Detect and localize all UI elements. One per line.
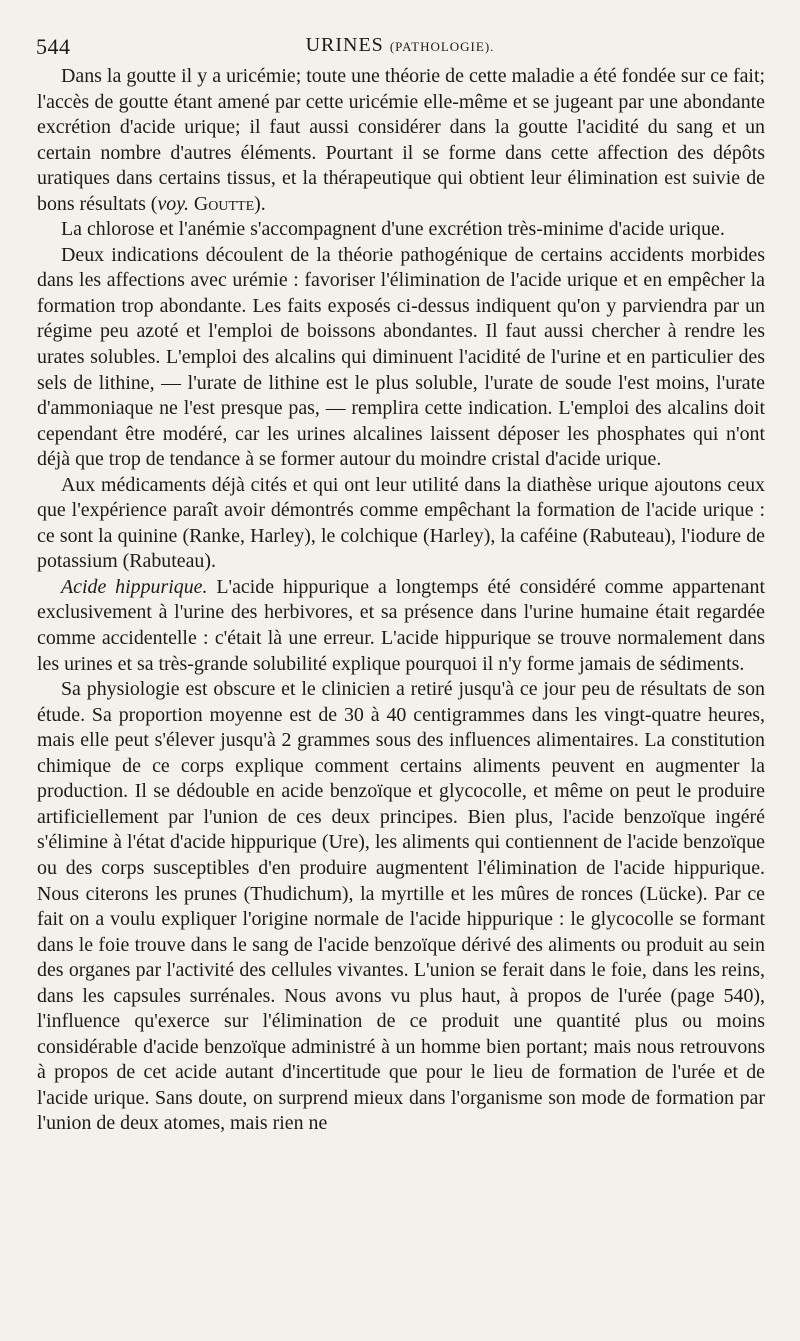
paragraph-acide-hippurique-text: L'acide hippurique a longtemps été considéré comme appartenant exclusivement à l'urine des herbivores, et sa présence dans l'urine humaine était regardée comme accidentelle : c'était là une erreur. L'acide hippurique se trouve normalement dans les urines et sa très-grande solubilité explique pourquoi il n'y forme jamais de sédiments. — [37, 575, 765, 675]
paragraph-gout — [37, 64, 765, 217]
running-subtitle: (PATHOLOGIE). — [389, 39, 495, 54]
body-text — [37, 64, 765, 1137]
voy-abbreviation: voy. — [157, 192, 189, 215]
cross-reference-goutte: Goutte — [193, 192, 255, 215]
paragraph-physiologie: Sa physiologie est obscure et le clinicien a retiré jusqu'à ce jour peu de résultats de son étude. Sa proportion moyenne est de 30 à 40 centigrammes dans les vingt-quatre heures, mais elle peut s'élever jusqu'à 2 grammes sous des influences alimentaires. La constitution chimique de ce corps explique comment certains aliments peuvent en augmenter la production. Il se dédouble en acide benzoïque et glycocolle, et même on peut le produire artificiellement par l'union de ces deux principes. Bien plus, l'acide benzoïque ingéré s'élimine à l'état d'acide hippurique (Ure), les aliments qui contiennent de l'acide benzoïque ou des corps susceptibles d'en produire augmentent l'élimination de l'acide hippurique. Nous citerons les prunes (Thudichum), la myrtille et les mûres de ronces (Lücke). Par ce fait on a voulu expliquer l'origine normale de l'acide hippurique : le glycocolle se formant dans le foie trouve dans le sang de l'acide benzoïque dérivé des aliments ou produit au sein des organes par l'activité des cellules vivantes. L'union se ferait dans le foie, dans les reins, dans les capsules surrénales. Nous avons vu plus haut, à propos de l'urée (page 540), l'influence qu'exerce sur l'élimination de ce produit une quantité plus ou moins considérable d'acide benzoïque administré à un homme bien portant; mais nous retrouvons à propos de cet acide autant d'incertitude que pour le lieu de formation de l'urée et de l'acide urique. Sans doute, on surprend mieux dans l'organisme son mode de formation par l'union de deux atomes, mais rien ne — [37, 678, 765, 1135]
paragraph-chlorose: La chlorose et l'anémie s'accompagnent d'une excrétion très-minime d'acide urique. — [61, 218, 725, 241]
paragraph-gout-end: ). — [254, 192, 266, 215]
paragraph-indications: Deux indications découlent de la théorie pathogénique de certains accidents morbides dans les affections avec urémie : favoriser l'élimination de l'acide urique et en empêcher la formation trop abondante. Les faits exposés ci-dessus indiquent qu'on y parviendra par un régime peu azoté et l'emploi de boissons abondantes. Il faut aussi chercher à rendre les urates solubles. L'emploi des alcalins qui diminuent l'acidité de l'urine et en particulier des sels de lithine, — l'urate de lithine est le plus soluble, l'urate de soude l'est moins, l'urate d'ammoniaque ne l'est presque pas, — remplira cette indication. L'emploi des alcalins doit cependant être modéré, car les urines alcalines laissent déposer les phosphates qui n'ont déjà que trop de tendance à se former autour du moindre cristal d'acide urique. — [37, 243, 765, 471]
running-title: URINES — [305, 34, 384, 56]
page-number: 544 — [36, 34, 71, 59]
section-heading-acide-hippurique: Acide hippurique. — [61, 575, 208, 598]
paragraph-gout-text: Dans la goutte il y a uricémie; toute une théorie de cette maladie a été fondée sur ce fait; l'accès de goutte étant amené par cette uricémie elle-même et se jugeant par une abondante excrétion d'acide urique; il faut aussi considérer dans la goutte l'acidité du sang et un certain nombre d'autres éléments. Pourtant il se forme dans cette affection des dépôts uratiques dans certains tissus, et la thérapeutique qui obtient leur élimination est suivie de bons résultats ( — [37, 65, 765, 215]
page-header — [32, 30, 768, 60]
running-head — [32, 34, 768, 57]
paragraph-acide-hippurique — [37, 575, 765, 677]
paragraph-medicaments: Aux médicaments déjà cités et qui ont leur utilité dans la diathèse urique ajoutons ceux que l'expérience paraît avoir démontrés comme empêchant la formation de l'acide urique : ce sont la quinine (Ranke, Harley), le colchique (Harley), la caféine (Rabuteau), l'iodure de potassium (Rabuteau). — [37, 473, 765, 573]
